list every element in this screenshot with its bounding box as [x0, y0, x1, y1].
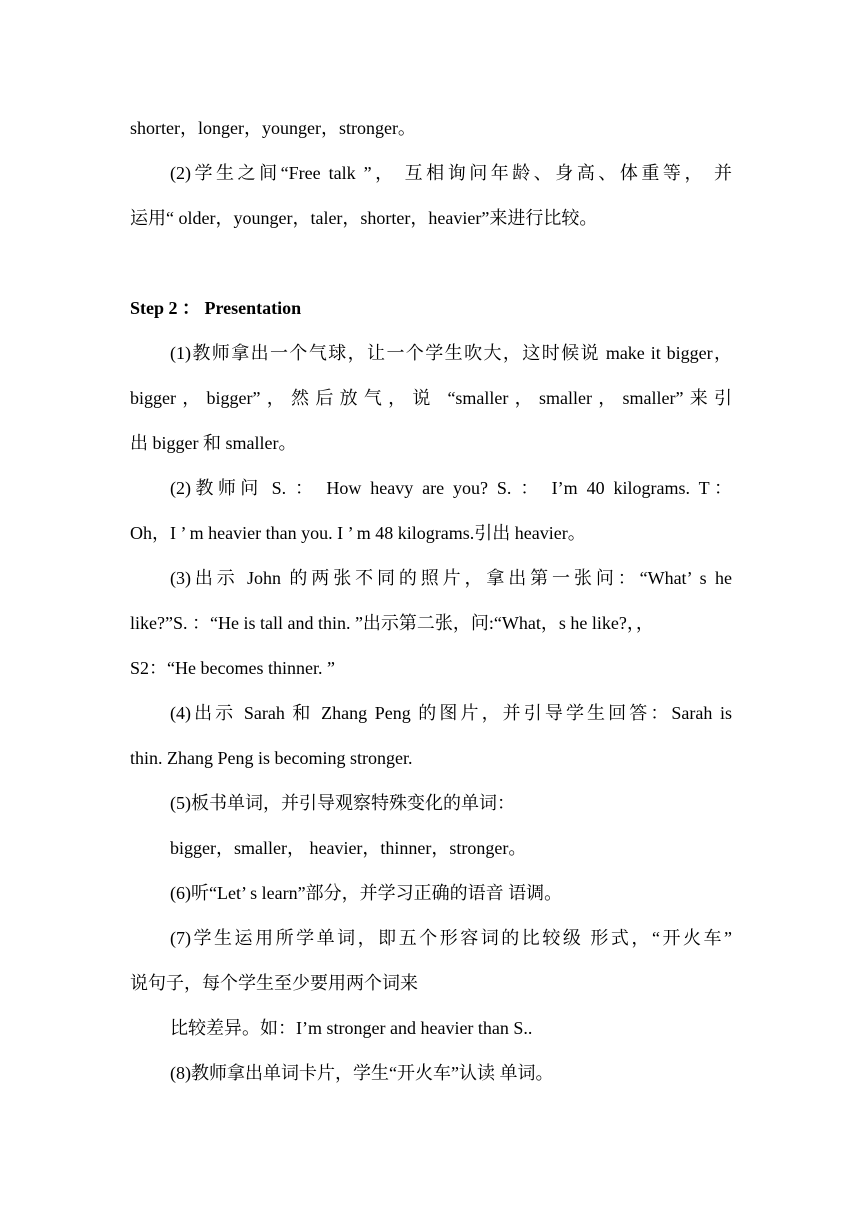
text-line: (2)学生之间“Free talk ”， 互相询问年龄、身高、体重等， 并: [170, 163, 732, 183]
section-heading: Step 2 ： Presentation: [130, 298, 302, 318]
text-line: bigger，smaller， heavier，thinner，stronger。: [170, 838, 527, 858]
text-line: (2)教师问 S. ： How heavy are you? S. ： I’m 40 kilograms. T：: [170, 478, 732, 498]
text-line: 说句子，每个学生至少要用两个词来: [130, 973, 418, 993]
text-line: shorter，longer，younger，stronger。: [130, 118, 416, 138]
text-line: bigger，bigger”，然后放气，说 “smaller，smaller，smaller”来引: [130, 388, 732, 408]
text-line: 比较差异。如：I’m stronger and heavier than S..: [170, 1018, 533, 1038]
text-line: (6)听“Let’ s learn”部分，并学习正确的语音 语调。: [170, 883, 563, 903]
text-line: 出 bigger 和 smaller。: [130, 433, 297, 453]
text-line: 运用“ older，younger，taler，shorter，heavier”来进行比较。: [130, 208, 598, 228]
text-line: S2：“He becomes thinner. ”: [130, 658, 335, 678]
text-line: Oh，I ’ m heavier than you. I ’ m 48 kilograms.引出 heavier。: [130, 523, 586, 543]
text-line: (5)板书单词，并引导观察特殊变化的单词：: [170, 793, 515, 813]
text-line: like?”S. ：“He is tall and thin. ”出示第二张，问:“What，s he like?，，: [130, 613, 654, 633]
text-line: (3)出示 John 的两张不同的照片，拿出第一张问：“What’ s he: [170, 568, 732, 588]
text-line: (8)教师拿出单词卡片，学生“开火车”认读 单词。: [170, 1063, 554, 1083]
text-line: (7)学生运用所学单词，即五个形容词的比较级 形式，“开火车”: [170, 928, 732, 948]
text-line: (1)教师拿出一个气球，让一个学生吹大，这时候说 make it bigger，: [170, 343, 732, 363]
text-line: (4)出示 Sarah 和 Zhang Peng 的图片，并引导学生回答：Sarah is: [170, 703, 732, 723]
text-line: thin. Zhang Peng is becoming stronger.: [130, 748, 413, 768]
